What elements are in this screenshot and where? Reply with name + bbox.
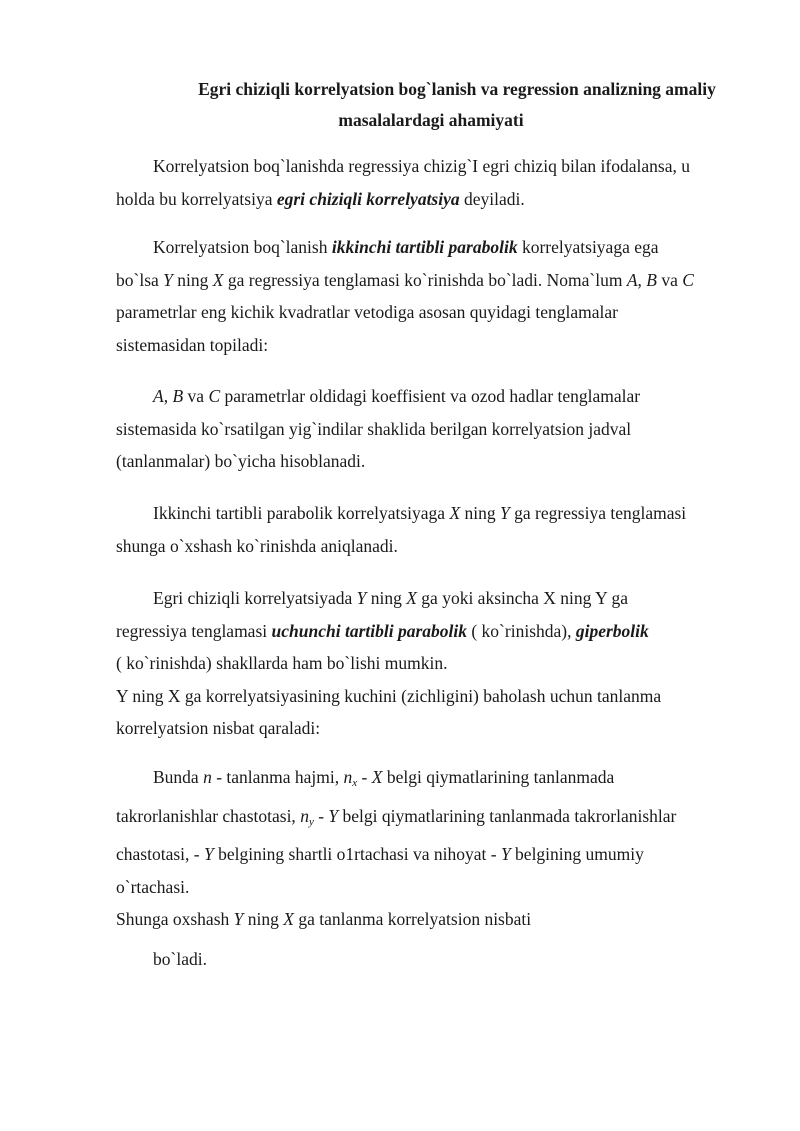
text-span: ga regressiya tenglamasi — [509, 503, 687, 523]
emphasis-term: giperbolik — [575, 620, 649, 641]
variable: C — [208, 386, 221, 406]
text-line — [116, 264, 736, 297]
variable: Y — [163, 269, 173, 290]
text-span: ning — [172, 269, 213, 290]
variable: Y — [328, 805, 339, 826]
text-span: belgi qiymatlarining tanlanmada — [382, 767, 615, 787]
text-span: belgining umumiy — [510, 844, 644, 864]
text-line — [116, 231, 736, 264]
variable: Y — [500, 503, 510, 523]
text-span: , — [637, 269, 647, 290]
text-span: ( ko`rinishda), — [466, 620, 576, 641]
text-line — [116, 761, 736, 800]
text-span: Bunda — [153, 767, 204, 787]
paragraph-7 — [116, 943, 736, 976]
text-span: deyiladi. — [459, 188, 525, 209]
page-title — [116, 74, 746, 136]
variable: X — [283, 909, 294, 929]
text-span: parametrlar oldidagi koeffisient va ozod hadlar tenglamalar — [220, 386, 641, 406]
variable: X — [371, 767, 383, 787]
text-span: regressiya tenglamasi — [116, 620, 272, 641]
text-line — [116, 497, 736, 530]
variable: X — [406, 588, 417, 608]
text-span: belgi qiymatlarining tanlanmada takrorlanishlar — [338, 805, 677, 826]
text-span: - — [357, 767, 372, 787]
text-span: va — [183, 386, 209, 406]
text-span: , — [163, 386, 173, 406]
text-span: ning — [243, 909, 284, 929]
variable: n — [203, 767, 212, 787]
title-line-1: Egri chiziqli korrelyatsion bog`lanish va regression analizning amaliy — [198, 79, 716, 99]
text-line — [116, 380, 736, 413]
variable: X — [212, 269, 224, 290]
text-line: sistemasida ko`rsatilgan yig`indilar shaklida berilgan korrelyatsion jadval — [116, 418, 632, 439]
variable: A — [153, 386, 164, 406]
text-span: ga regressiya tenglamasi ko`rinishda bo`ladi. Noma`lum — [223, 269, 627, 290]
text-span: Ikkinchi tartibli parabolik korrelyatsiyaga — [153, 503, 450, 523]
text-line: Korrelyatsion boq`lanishda regressiya chizig`I egri chiziq bilan ifodalansa, u — [153, 156, 690, 176]
variable: B — [646, 269, 657, 290]
text-line — [116, 183, 736, 216]
text-span: ning — [366, 588, 407, 608]
paragraph-1 — [116, 150, 736, 215]
paragraph-4 — [116, 497, 736, 562]
variable: n — [300, 805, 309, 826]
text-span: - tanlanma hajmi, — [211, 767, 344, 787]
subscript: y — [308, 815, 314, 828]
text-span: belgining shartli o1rtachasi va nihoyat - — [213, 844, 501, 864]
paragraph-3 — [116, 380, 736, 478]
text-span: Korrelyatsion boq`lanish — [153, 237, 332, 257]
variable: C — [682, 269, 694, 290]
text-line — [116, 800, 736, 839]
text-span: ning — [460, 503, 501, 523]
text-line: korrelyatsion nisbat qaraladi: — [116, 718, 321, 738]
text-line: o`rtachasi. — [116, 876, 190, 897]
text-span: - — [313, 805, 329, 826]
text-span: va — [657, 269, 683, 290]
emphasis-term: egri chiziqli korrelyatsiya — [276, 188, 460, 209]
text-line — [116, 838, 736, 871]
text-span: korrelyatsiyaga ega — [517, 237, 659, 257]
text-span: bo`lsa — [116, 269, 164, 290]
text-line: bo`ladi. — [153, 949, 207, 969]
text-line: sistemasidan topiladi: — [116, 334, 269, 355]
variable: A — [626, 269, 638, 290]
text-span: ga tanlanma korrelyatsion nisbati — [293, 909, 532, 929]
text-line — [116, 903, 736, 936]
variable: Y — [203, 844, 214, 864]
variable: n — [343, 767, 353, 787]
paragraph-5 — [116, 582, 736, 745]
text-line: Y ning X ga korrelyatsiyasining kuchini (zichligini) baholash uchun tanlanma — [116, 685, 662, 706]
paragraph-2 — [116, 231, 736, 361]
emphasis-term: ikkinchi tartibli parabolik — [331, 237, 518, 257]
text-line: parametrlar eng kichik kvadratlar vetodiga asosan quyidagi tenglamalar — [116, 302, 618, 322]
variable: Y — [500, 844, 511, 864]
subscript: x — [352, 777, 358, 789]
text-line — [116, 615, 736, 648]
variable: X — [449, 503, 461, 523]
text-span: ga yoki aksincha X ning Y ga — [416, 588, 629, 608]
text-line: (tanlanmalar) bo`yicha hisoblanadi. — [116, 451, 366, 471]
text-span: chastotasi, - — [116, 844, 204, 864]
text-span: Shunga oxshash — [116, 909, 234, 929]
title-line-2: masalalardagi ahamiyati — [338, 110, 524, 130]
text-line: shunga o`xshash ko`rinishda aniqlanadi. — [116, 535, 398, 556]
text-line: ( ko`rinishda) shakllarda ham bo`lishi mumkin. — [116, 653, 448, 673]
emphasis-term: uchunchi tartibli parabolik — [271, 620, 467, 641]
text-span: holda bu korrelyatsiya — [116, 188, 277, 209]
variable: B — [172, 386, 184, 406]
variable: Y — [233, 909, 244, 929]
text-line — [116, 582, 736, 615]
variable: Y — [356, 588, 367, 608]
text-span: takrorlanishlar chastotasi, — [116, 805, 301, 826]
text-span: Egri chiziqli korrelyatsiyada — [153, 588, 357, 608]
paragraph-6 — [116, 761, 736, 936]
